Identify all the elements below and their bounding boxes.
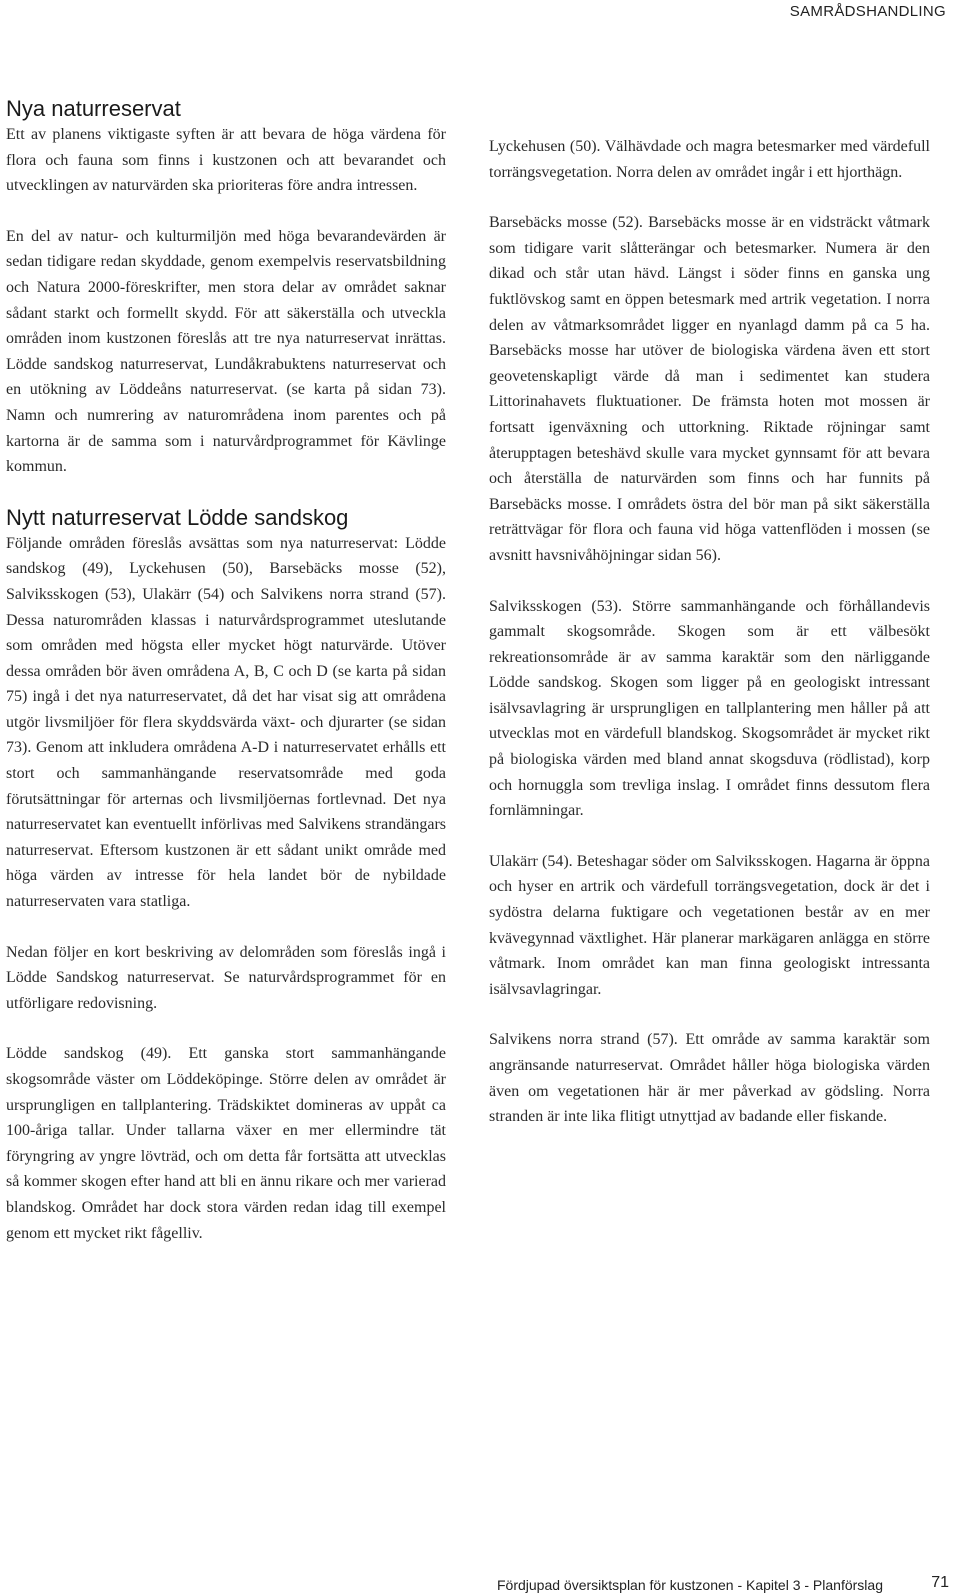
body-paragraph: En del av natur- och kulturmiljön med höga bevarandevärden är sedan tidigare redan skyddade, genom exempelvis reservatsbildning och Natura 2000-föreskrifter, men stora delar av området saknar sådant starkt och formellt skydd. För att säkerställa och utveckla områden inom kustzonen föreslås att tre nya naturreservat inrättas. Lödde sandskog naturreservat, Lundåkrabuktens naturreservat och en utökning av Löddeåns naturreservat. (se karta på sidan 73). Namn och numrering av naturområdena inom parentes och på kartorna är de samma som i naturvårdprogrammet för Kävlinge kommun. bbox=[6, 227, 446, 476]
left-column bbox=[6, 0, 446, 1271]
section-lodde-sandskog bbox=[6, 505, 446, 1246]
body-paragraph: Lyckehusen (50). Välhävdade och magra betesmarker med värdefull torrängsvegetation. Norra delen av området ingår i ett hjorthägn. bbox=[489, 138, 930, 181]
body-paragraph: Salvikens norra strand (57). Ett område av samma karaktär som angränsande naturreservat. Området håller höga biologiska värden även om vegetationen här är mer påverkad av gödsling. Norra stranden är inte lika flitigt utnyttjad av badande eller fiskande. bbox=[489, 1031, 930, 1126]
section-heading: Nytt naturreservat Lödde sandskog bbox=[6, 504, 349, 530]
page-number: 71 bbox=[931, 1574, 949, 1591]
body-paragraph: Salviksskogen (53). Större sammanhängande och förhållandevis gammalt skogsområde. Skogen som är ett välbesökt rekreationsområde är av samma karaktär som den närliggande Lödde sandskog. Skogen som ligger på en geologiskt intressant isälvsavlagring är ursprungligen en tallplantering men håller på att utvecklas mot en värdefull blandskog. Skogsområdet är mycket rikt på biologiska värden med bland annat skogsduva (rödlistad), korp och hornuggla som trevliga inslag. I området finns dessutom flera fornlämningar. bbox=[489, 597, 930, 820]
section-nya-naturreservat bbox=[6, 96, 446, 480]
body-paragraph: Nedan följer en kort beskriving av delområden som föreslås ingå i Lödde Sandskog naturreservat. Se naturvårdsprogrammet för en utförligare redovisning. bbox=[6, 943, 446, 1012]
body-paragraph: Lödde sandskog (49). Ett ganska stort sammanhängande skogsområde väster om Löddeköpinge. Större delen av området är ursprungligen en tallplantering. Trädskiktet domineras av uppåt ca 100-åriga tallar. Under tallarna växer en mer ellermindre tät föryngring av yngre lövträd, och om detta får fortsätta att utvecklas så kommer skogen efter hand att bli en ännu rikare och mer varierad blandskog. Området har dock stora värden redan idag till exempel genom ett mycket rikt fågelliv. bbox=[6, 1045, 446, 1242]
body-paragraph: Barsebäcks mosse (52). Barsebäcks mosse är en vidsträckt våtmark som tidigare varit slåtterängar och betesmarker. Numera är den dikad och står utan hävd. Längst i söder finns en ganska ung fuktlövskog samt en öppen betesmark med artrik vegetation. I norra delen av våtmarksområdet ligger en nyanlagd damm på ca 5 ha. Barsebäcks mosse har utöver de biologiska värdena även ett stort geovetenskapligt värde då man i sedimentet kan studera Littorinahavets fluktuationer. De främsta hoten mot mossen är fortsatt igenväxning och uttorkning. Riktade röjningar samt återupptagen beteshävd skulle vara mycket gynnsamt för att bevara och återställa de naturvärden som finns och har funnits på Barsebäcks mosse. I områdets östra del bör man på sikt säkerställa reträttvägar för flora och fauna vid höga vattenflöden i mossen (se avsnitt havsnivåhöjningar sidan 56). bbox=[489, 214, 930, 564]
right-column bbox=[489, 0, 930, 1155]
body-paragraph: Ulakärr (54). Beteshagar söder om Salviksskogen. Hagarna är öppna och hyser en artrik och värdefull torrängsvegetation, dock är det i sydöstra delarna fuktigare och vegetationen består av en mer kvävegynnad växtlighet. Här planerar markägaren anlägga en större våtmark. Inom området kan man finna geologiskt intressanta isälvsavlagringar. bbox=[489, 852, 930, 998]
footer-title: Fördjupad översiktsplan för kustzonen - Kapitel 3 - Planförslag bbox=[497, 1577, 883, 1593]
header-tag: SAMRÅDSHANDLING bbox=[789, 3, 946, 20]
body-paragraph: Följande områden föreslås avsättas som nya naturreservat: Lödde sandskog (49), Lyckehusen (50), Barsebäcks mosse (52), Salviksskogen (53), Ulakärr (54) och Salvikens norra strand (57). Dessa naturområden klassas i naturvårdsprogrammet uteslutande som områden med högsta eller mycket högt naturvärde. Utöver dessa områden bör även områdena A, B, C och D (se karta på sidan 75) ingå i det nya naturreservatet, då det har visat sig att områdena utgör livsmiljöer för flera skyddsvärda växt- och djurarter (se sidan 73). Genom att inkludera områdena A-D i naturreservatet erhålls ett stort och sammanhängande reservatsområde med goda förutsättningar för arternas och livsmiljöernas fortlevnad. Det nya naturreservatet kan eventuellt införlivas med Salvikens strandängars naturreservat. Eftersom kustzonen är ett sådant unikt område med höga värden av intresse för hela landet bör de nybildade naturreservaten vara statliga. bbox=[6, 534, 446, 911]
area-descriptions bbox=[489, 134, 930, 1130]
section-heading: Nya naturreservat bbox=[6, 96, 181, 121]
body-paragraph: Ett av planens viktigaste syften är att bevara de höga värdena för flora och fauna som finns i kustzonen och att bevarandet och utvecklingen av naturvärden ska prioriteras före andra intressen. bbox=[6, 126, 446, 195]
